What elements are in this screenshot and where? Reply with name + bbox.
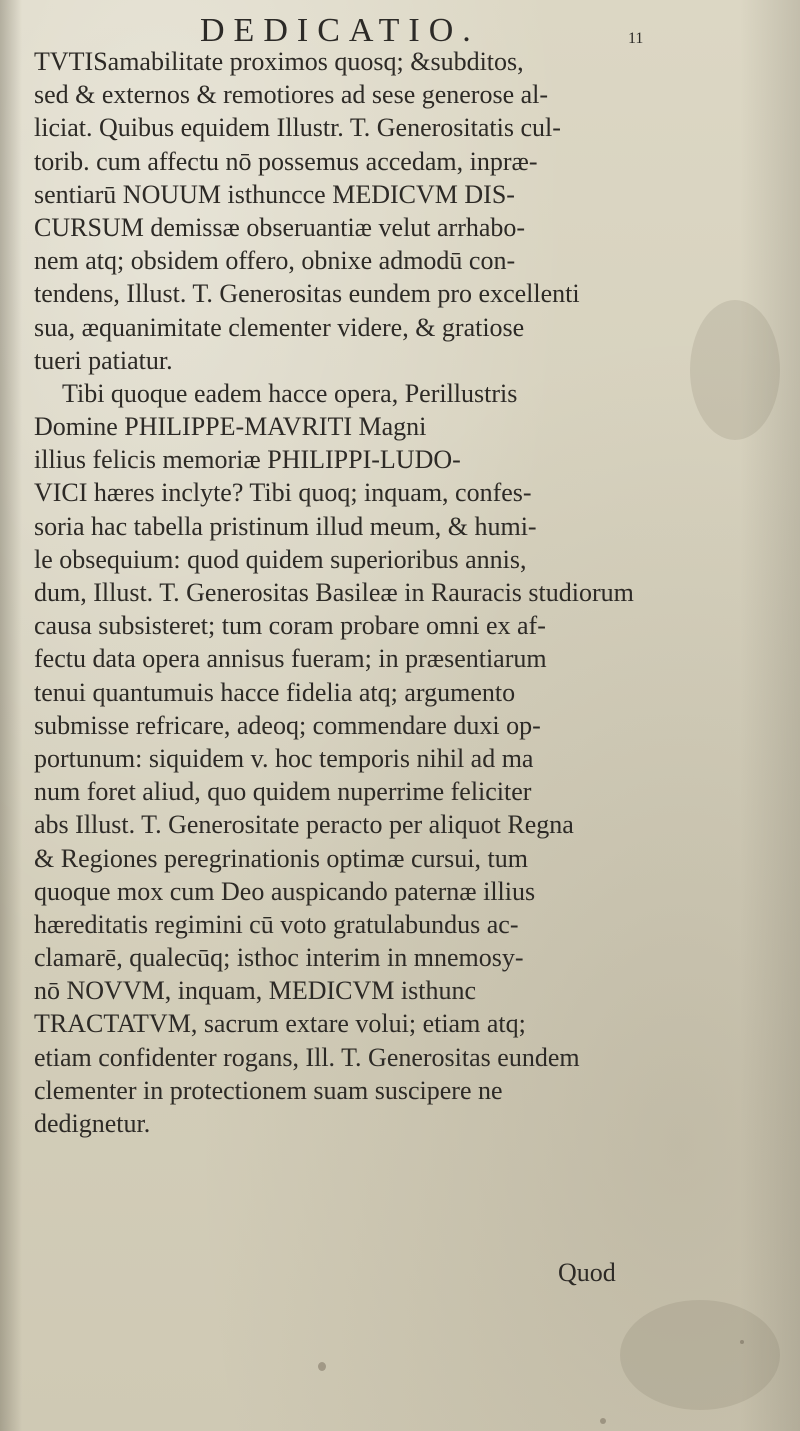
text-line: sed & externos & remotiores ad sese generose al- bbox=[34, 80, 549, 110]
text-line: illius felicis memoriæ PHILIPPI-LUDO- bbox=[34, 445, 461, 475]
text-line: submisse refricare, adeoq; commendare duxi op- bbox=[34, 710, 541, 740]
text-line: num foret aliud, quo quidem nuperrime feliciter bbox=[34, 777, 532, 807]
text-line: tueri patiatur. bbox=[34, 345, 173, 375]
page-number: 11 bbox=[628, 30, 644, 47]
text-line: fectu data opera annisus fueram; in præsentiarum bbox=[34, 644, 547, 674]
text-line: sentiarū NOUUM isthuncce MEDICVM DIS- bbox=[34, 179, 515, 209]
text-line: TRACTATVM, sacrum extare volui; etiam atq; bbox=[34, 1009, 526, 1039]
gutter-shadow bbox=[0, 0, 22, 1431]
text-line: portunum: siquidem v. hoc temporis nihil ad ma bbox=[34, 743, 534, 773]
text-line: Domine PHILIPPE-MAVRITI Magni bbox=[34, 412, 427, 442]
text-line: torib. cum affectu nō possemus accedam, inpræ- bbox=[34, 146, 538, 176]
text-line: abs Illust. T. Generositate peracto per aliquot Regna bbox=[34, 810, 574, 840]
running-title: DEDICATIO. bbox=[200, 12, 480, 49]
page-edge-shadow bbox=[740, 0, 800, 1431]
text-line: hæreditatis regimini cū voto gratulabundus ac- bbox=[34, 909, 519, 939]
text-line: causa subsisteret; tum coram probare omni ex af- bbox=[34, 611, 546, 641]
text-line: dum, Illust. T. Generositas Basileæ in Rauracis studiorum bbox=[34, 578, 634, 607]
text-line: CURSUM demissæ obseruantiæ velut arrhabo- bbox=[34, 212, 526, 242]
text-line: nō NOVVM, inquam, MEDICVM isthunc bbox=[34, 976, 476, 1006]
text-line: VICI hæres inclyte? Tibi quoq; inquam, confes- bbox=[34, 478, 532, 508]
text-line: clementer in protectionem suam suscipere ne bbox=[34, 1075, 503, 1105]
paper-speck bbox=[600, 1418, 606, 1424]
paper-speck bbox=[318, 1362, 326, 1371]
text-line: sua, æquanimitate clementer videre, & gratiose bbox=[34, 312, 525, 342]
paper-speck bbox=[740, 1340, 744, 1344]
body-text bbox=[34, 45, 734, 1140]
text-line: TVTISamabilitate proximos quosq; &subditos, bbox=[34, 47, 524, 76]
text-line: soria hac tabella pristinum illud meum, & humi- bbox=[34, 511, 537, 541]
text-line: etiam confidenter rogans, Ill. T. Generositas eundem bbox=[34, 1042, 580, 1072]
text-line: tenui quantumuis hacce fidelia atq; argumento bbox=[34, 677, 516, 707]
text-line: dedignetur. bbox=[34, 1109, 151, 1138]
text-line: Tibi quoque eadem hacce opera, Perillustris bbox=[62, 378, 518, 408]
catchword: Quod bbox=[558, 1258, 616, 1287]
text-line: & Regiones peregrinationis optimæ cursui, tum bbox=[34, 843, 528, 873]
text-line: quoque mox cum Deo auspicando paternæ illius bbox=[34, 876, 536, 906]
text-line: nem atq; obsidem offero, obnixe admodū con- bbox=[34, 246, 516, 276]
text-line: tendens, Illust. T. Generositas eundem pro excellenti bbox=[34, 279, 580, 309]
text-line: le obsequium: quod quidem superioribus annis, bbox=[34, 544, 527, 574]
text-line: liciat. Quibus equidem Illustr. T. Generositatis cul- bbox=[34, 113, 561, 143]
text-line: clamarē, qualecūq; isthoc interim in mnemosy- bbox=[34, 943, 524, 973]
paper-stain bbox=[620, 1300, 780, 1410]
